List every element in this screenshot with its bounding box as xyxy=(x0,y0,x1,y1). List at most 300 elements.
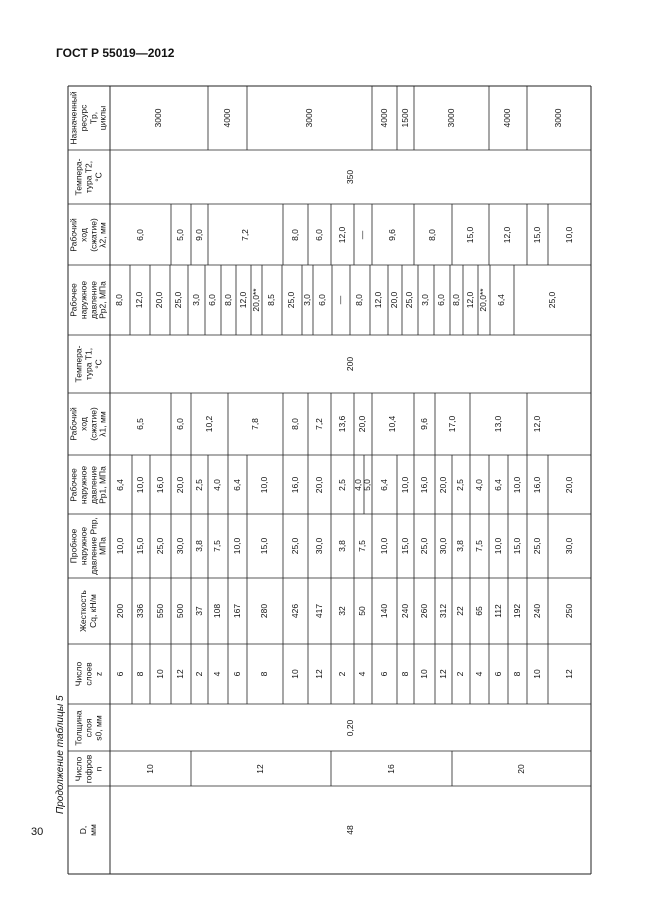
Cq-cell-text: 200 xyxy=(115,603,126,619)
Ppr-cell xyxy=(397,514,414,578)
Tp-cell-text: 3000 xyxy=(153,108,164,128)
Ppr-cell-text: 7,5 xyxy=(212,540,223,552)
Pr2-cell-text: 20,0 xyxy=(389,291,400,309)
Pr2-cell-text: 12,0 xyxy=(237,291,248,309)
z-cell xyxy=(110,644,132,704)
lambda2-cell xyxy=(354,204,372,265)
lambda1-cell xyxy=(283,393,308,455)
Cq-cell-text: 260 xyxy=(418,603,429,619)
header-Ppr-text: Пробное наружное давление Pпр, МПа xyxy=(68,517,108,575)
Ppr-cell xyxy=(354,514,372,578)
lambda1-cell-text: 6,5 xyxy=(134,418,145,430)
Ppr-cell-text: 25,0 xyxy=(289,537,300,555)
Pr2-cell xyxy=(251,265,262,335)
Pr2-cell xyxy=(150,265,170,335)
Pr1-cell xyxy=(527,455,548,514)
Cq-cell xyxy=(132,578,150,644)
lambda2-cell xyxy=(191,204,208,265)
Ppr-cell xyxy=(171,514,191,578)
Ppr-cell xyxy=(435,514,452,578)
Tp-cell xyxy=(414,86,489,150)
Ppr-cell-text: 10,0 xyxy=(115,537,126,555)
header-z xyxy=(68,644,110,704)
header-z-text: Число слоев z xyxy=(73,661,103,687)
n-cell xyxy=(331,751,452,786)
header-D-text: D, мм xyxy=(78,824,98,836)
z-cell-text: 10 xyxy=(418,669,429,679)
lambda1-cell xyxy=(110,393,171,455)
Pr1-cell-text: 10,0 xyxy=(399,476,410,493)
Pr2-cell xyxy=(170,265,188,335)
Cq-cell-text: 426 xyxy=(289,603,300,619)
Tp-cell-text: 3000 xyxy=(445,108,456,128)
Cq-cell-text: 140 xyxy=(378,603,389,619)
lambda2-cell-text: 9,6 xyxy=(387,228,398,241)
Pr1-cell-text: 16,0 xyxy=(418,476,429,493)
Pr2-cell-text: 25,0 xyxy=(173,291,184,309)
z-cell-text: 4 xyxy=(473,671,484,677)
Pr2-cell xyxy=(463,265,478,335)
Tp-cell-text: 3000 xyxy=(303,108,314,128)
Pr1-cell-text: 4,0 xyxy=(212,478,223,491)
Ppr-cell-text: 7,5 xyxy=(473,540,484,552)
Pr1-cell xyxy=(150,455,171,514)
header-s0 xyxy=(68,704,110,751)
Pr1-cell xyxy=(191,455,208,514)
Ppr-cell-text: 10,0 xyxy=(231,537,242,555)
Pr1-cell xyxy=(452,455,470,514)
Pr1-cell xyxy=(435,455,452,514)
Tp-cell-text: 3000 xyxy=(553,108,564,128)
lambda1-cell xyxy=(527,393,548,455)
z-cell xyxy=(452,644,470,704)
lambda1-cell xyxy=(171,393,191,455)
Pr1-cell xyxy=(508,455,527,514)
header-Ppr xyxy=(68,514,110,578)
Cq-cell-text: 192 xyxy=(511,603,522,619)
Pr2-cell-text: 20,0 xyxy=(154,291,165,309)
header-Cq-text: Жесткость Cq, кН/м xyxy=(78,590,98,632)
z-cell-text: 10 xyxy=(531,669,542,679)
header-Pr2 xyxy=(68,265,110,335)
lambda2-cell-text: — xyxy=(357,230,368,239)
z-cell xyxy=(372,644,397,704)
z-cell-text: 10 xyxy=(154,669,165,679)
header-n xyxy=(68,751,110,786)
Cq-cell xyxy=(208,578,228,644)
Cq-cell xyxy=(171,578,191,644)
z-cell xyxy=(171,644,191,704)
lambda2-cell xyxy=(372,204,414,265)
header-T2-text: Темпера- тура T2, °С xyxy=(73,158,103,196)
lambda1-cell-text: 6,0 xyxy=(175,418,186,430)
Pr1-cell-text: 4,0 xyxy=(473,478,484,491)
Ppr-cell-text: 25,0 xyxy=(154,537,165,555)
Pr1-cell-text: 4,0 xyxy=(353,478,364,491)
z-cell xyxy=(132,644,150,704)
Pr2-cell xyxy=(388,265,402,335)
Pr1-cell xyxy=(364,455,372,514)
Cq-cell-text: 312 xyxy=(437,603,448,619)
Cq-cell xyxy=(452,578,470,644)
Cq-cell-text: 417 xyxy=(313,603,324,619)
Pr1-cell-text: 16,0 xyxy=(289,476,300,493)
z-cell xyxy=(548,644,591,704)
Pr2-cell xyxy=(514,265,591,335)
z-cell xyxy=(508,644,527,704)
header-lambda2-text: Рабочий ход (сжатие) λ2, мм xyxy=(68,217,108,252)
page-number: 30 xyxy=(31,826,44,838)
Pr2-cell-text: 12,0 xyxy=(464,291,475,309)
Pr2-cell-text: 25,0 xyxy=(546,291,557,309)
lambda2-cell-text: 8,0 xyxy=(427,228,438,241)
Cq-cell xyxy=(414,578,435,644)
Cq-cell xyxy=(228,578,247,644)
Pr2-cell-text: — xyxy=(335,295,346,305)
z-cell xyxy=(489,644,508,704)
Pr2-cell xyxy=(370,265,388,335)
page-header: ГОСТ Р 55019—2012 xyxy=(56,46,175,60)
n-cell xyxy=(110,751,191,786)
lambda1-cell-text: 13,0 xyxy=(492,415,503,433)
Pr2-cell-text: 20,0** xyxy=(478,288,489,312)
Pr1-cell-text: 5,0 xyxy=(362,478,373,491)
Ppr-cell-text: 15,0 xyxy=(259,537,270,555)
header-Pr1 xyxy=(68,455,110,514)
lambda1-cell xyxy=(228,393,283,455)
Cq-cell xyxy=(150,578,171,644)
s0-cell xyxy=(110,704,591,751)
Ppr-cell xyxy=(452,514,470,578)
Pr2-cell-text: 6,4 xyxy=(496,294,507,306)
Cq-cell-text: 32 xyxy=(336,606,347,616)
lambda1-cell xyxy=(191,393,228,455)
lambda1-cell-text: 20,0 xyxy=(357,415,368,433)
Ppr-cell-text: 7,5 xyxy=(357,540,368,552)
Pr1-cell xyxy=(331,455,354,514)
Ppr-cell-text: 10,0 xyxy=(492,537,503,555)
Ppr-cell xyxy=(308,514,331,578)
Pr1-cell-text: 16,0 xyxy=(154,476,165,493)
z-cell-text: 12 xyxy=(437,669,448,679)
Pr2-cell-text: 8,0 xyxy=(354,294,365,306)
Pr1-cell xyxy=(132,455,150,514)
z-cell xyxy=(354,644,372,704)
s0-cell-text: 0,20 xyxy=(344,719,355,736)
Pr1-cell xyxy=(283,455,308,514)
Ppr-cell-text: 3,8 xyxy=(455,540,466,552)
z-cell-text: 12 xyxy=(563,669,574,679)
Pr1-cell xyxy=(228,455,247,514)
lambda1-cell-text: 7,2 xyxy=(313,418,324,430)
Tp-cell xyxy=(397,86,414,150)
lambda2-cell-text: 12,0 xyxy=(502,226,513,243)
lambda2-cell-text: 6,0 xyxy=(313,228,324,241)
lambda1-cell-text: 9,6 xyxy=(418,418,429,430)
Pr2-cell-text: 8,0 xyxy=(222,294,233,306)
header-s0-text: Толщина слоя s0, мм xyxy=(73,709,103,746)
header-T1 xyxy=(68,335,110,393)
Pr1-cell-text: 2,5 xyxy=(455,478,466,491)
z-cell xyxy=(228,644,247,704)
lambda1-cell xyxy=(414,393,435,455)
Ppr-cell xyxy=(228,514,247,578)
Ppr-cell xyxy=(132,514,150,578)
Cq-cell xyxy=(372,578,397,644)
header-Pr2-text: Рабочее наружное давление Pр2, МПа xyxy=(68,280,108,320)
header-Pr1-text: Рабочее наружное давление Pр1, МПа xyxy=(68,465,108,504)
Pr1-cell xyxy=(171,455,191,514)
Pr2-cell xyxy=(450,265,463,335)
Ppr-cell xyxy=(331,514,354,578)
lambda2-cell xyxy=(308,204,331,265)
Pr2-cell xyxy=(313,265,332,335)
header-lambda2 xyxy=(68,204,110,265)
z-cell-text: 4 xyxy=(357,671,368,677)
n-cell-text: 10 xyxy=(144,763,155,774)
lambda2-cell xyxy=(283,204,308,265)
lambda1-cell-text: 13,6 xyxy=(336,415,347,433)
z-cell-text: 8 xyxy=(135,671,146,677)
z-cell xyxy=(397,644,414,704)
Ppr-cell xyxy=(527,514,548,578)
Pr2-cell xyxy=(402,265,418,335)
Pr2-cell-text: 6,0 xyxy=(436,294,447,306)
Ppr-cell-text: 25,0 xyxy=(418,537,429,555)
Pr2-cell-text: 6,0 xyxy=(207,294,218,306)
Tp-cell xyxy=(489,86,527,150)
Cq-cell xyxy=(470,578,489,644)
Pr1-cell-text: 2,5 xyxy=(193,478,204,491)
Ppr-cell xyxy=(283,514,308,578)
Ppr-cell-text: 3,8 xyxy=(193,540,204,552)
Cq-cell xyxy=(548,578,591,644)
z-cell xyxy=(331,644,354,704)
header-lambda1 xyxy=(68,393,110,455)
lambda1-cell-text: 12,0 xyxy=(531,415,542,433)
lambda2-cell xyxy=(414,204,452,265)
z-cell-text: 6 xyxy=(378,671,389,677)
Cq-cell xyxy=(508,578,527,644)
Pr1-cell-text: 10,0 xyxy=(259,476,270,493)
Pr2-cell xyxy=(188,265,205,335)
z-cell xyxy=(414,644,435,704)
Pr1-cell-text: 10,0 xyxy=(511,476,522,493)
Pr1-cell xyxy=(372,455,397,514)
Pr1-cell xyxy=(414,455,435,514)
Cq-cell-text: 65 xyxy=(473,606,484,616)
header-T1-text: Темпера- тура T1, °С xyxy=(73,345,103,383)
T2-cell xyxy=(110,150,591,204)
z-cell-text: 4 xyxy=(212,671,223,677)
Pr1-cell xyxy=(489,455,508,514)
Cq-cell-text: 22 xyxy=(455,606,466,616)
Pr2-cell-text: 8,5 xyxy=(266,294,277,306)
Cq-cell-text: 280 xyxy=(259,603,270,619)
Pr2-cell xyxy=(490,265,514,335)
Pr1-cell xyxy=(548,455,591,514)
Pr1-cell xyxy=(247,455,283,514)
lambda2-cell xyxy=(527,204,548,265)
Pr2-cell xyxy=(221,265,236,335)
z-cell-text: 12 xyxy=(313,669,324,679)
lambda1-cell xyxy=(435,393,470,455)
lambda1-cell xyxy=(470,393,527,455)
Ppr-cell-text: 10,0 xyxy=(378,537,389,555)
Tp-cell xyxy=(527,86,591,150)
Ppr-cell-text: 25,0 xyxy=(531,537,542,555)
Ppr-cell xyxy=(372,514,397,578)
table-caption: Продолжение таблицы 5 xyxy=(55,695,66,814)
Pr1-cell xyxy=(308,455,331,514)
Ppr-cell-text: 15,0 xyxy=(511,537,522,555)
header-D xyxy=(68,786,110,874)
lambda1-cell xyxy=(372,393,414,455)
Cq-cell-text: 50 xyxy=(357,606,368,616)
Pr2-cell xyxy=(282,265,302,335)
lambda2-cell-text: 6,0 xyxy=(134,228,145,241)
lambda2-cell-text: 15,0 xyxy=(531,226,542,243)
Pr2-cell-text: 3,0 xyxy=(190,294,201,306)
z-cell-text: 6 xyxy=(492,671,503,677)
lambda1-cell-text: 17,0 xyxy=(446,415,457,433)
header-Tp xyxy=(68,86,110,150)
D-cell xyxy=(110,786,591,874)
z-cell-text: 6 xyxy=(115,671,126,677)
Cq-cell-text: 37 xyxy=(193,606,204,616)
Pr1-cell-text: 20,0 xyxy=(563,476,574,493)
Pr2-cell xyxy=(262,265,282,335)
Pr1-cell-text: 2,5 xyxy=(336,478,347,491)
n-cell xyxy=(452,751,591,786)
n-cell-text: 12 xyxy=(255,763,266,774)
z-cell-text: 2 xyxy=(455,671,466,677)
lambda2-cell xyxy=(452,204,489,265)
Ppr-cell-text: 30,0 xyxy=(313,537,324,555)
Pr2-cell-text: 3,0 xyxy=(301,294,312,306)
lambda2-cell xyxy=(171,204,191,265)
z-cell-text: 2 xyxy=(193,671,204,677)
Ppr-cell-text: 15,0 xyxy=(399,537,410,555)
Pr2-cell-text: 25,0 xyxy=(404,291,415,309)
header-lambda1-text: Рабочий ход (сжатие) λ1, мм xyxy=(68,407,108,441)
lambda2-cell xyxy=(110,204,171,265)
z-cell xyxy=(470,644,489,704)
Pr2-cell xyxy=(332,265,350,335)
z-cell xyxy=(435,644,452,704)
Pr2-cell-text: 25,0 xyxy=(286,291,297,309)
Ppr-cell xyxy=(548,514,591,578)
Cq-cell xyxy=(331,578,354,644)
Cq-cell-text: 108 xyxy=(212,603,223,619)
lambda2-cell-text: 15,0 xyxy=(464,226,475,243)
Ppr-cell xyxy=(247,514,283,578)
Cq-cell xyxy=(283,578,308,644)
Cq-cell-text: 240 xyxy=(399,603,410,619)
lambda2-cell-text: 8,0 xyxy=(289,228,300,241)
Cq-cell-text: 550 xyxy=(154,603,165,619)
Tp-cell-text: 4000 xyxy=(221,108,232,128)
header-Tp-text: Назначенный ресурс Tр, циклы xyxy=(68,91,108,145)
lambda2-cell xyxy=(331,204,354,265)
Pr2-cell xyxy=(478,265,490,335)
Tp-cell xyxy=(208,86,247,150)
Cq-cell xyxy=(110,578,132,644)
Pr1-cell-text: 10,0 xyxy=(135,476,146,493)
Pr1-cell-text: 20,0 xyxy=(313,476,324,493)
n-cell xyxy=(191,751,331,786)
lambda1-cell-text: 10,2 xyxy=(203,415,214,433)
z-cell-text: 6 xyxy=(231,671,242,677)
z-cell xyxy=(150,644,171,704)
Cq-cell xyxy=(527,578,548,644)
Pr2-cell xyxy=(418,265,434,335)
T1-cell xyxy=(110,335,591,393)
z-cell-text: 8 xyxy=(399,671,410,677)
Pr1-cell xyxy=(397,455,414,514)
Ppr-cell xyxy=(150,514,171,578)
Pr1-cell-text: 6,4 xyxy=(115,478,126,491)
Pr2-cell-text: 8,0 xyxy=(114,294,125,306)
Cq-cell xyxy=(308,578,331,644)
z-cell-text: 2 xyxy=(336,671,347,677)
Pr1-cell-text: 6,4 xyxy=(492,478,503,491)
lambda1-cell-text: 10,4 xyxy=(387,415,398,433)
n-cell-text: 20 xyxy=(515,763,526,774)
Cq-cell-text: 500 xyxy=(175,603,186,619)
T2-cell-text: 350 xyxy=(344,169,355,185)
lambda1-cell xyxy=(354,393,372,455)
D-cell-text: 48 xyxy=(344,825,355,835)
Ppr-cell xyxy=(414,514,435,578)
Ppr-cell-text: 30,0 xyxy=(563,537,574,555)
Cq-cell xyxy=(435,578,452,644)
lambda2-cell-text: 7,2 xyxy=(239,228,250,241)
lambda2-cell xyxy=(548,204,591,265)
Pr1-cell xyxy=(110,455,132,514)
Pr1-cell xyxy=(208,455,228,514)
Pr2-cell xyxy=(110,265,130,335)
Cq-cell xyxy=(397,578,414,644)
lambda2-cell-text: 12,0 xyxy=(336,226,347,243)
lambda2-cell-text: 5,0 xyxy=(175,228,186,241)
lambda2-cell-text: 9,0 xyxy=(193,228,204,241)
lambda1-cell-text: 8,0 xyxy=(289,418,300,430)
Tp-cell xyxy=(110,86,208,150)
Pr2-cell-text: 12,0 xyxy=(134,291,145,309)
Ppr-cell-text: 3,8 xyxy=(336,540,347,552)
Tp-cell xyxy=(247,86,372,150)
Pr2-cell xyxy=(302,265,313,335)
Cq-cell xyxy=(489,578,508,644)
Cq-cell xyxy=(354,578,372,644)
Tp-cell-text: 4000 xyxy=(378,108,389,128)
z-cell xyxy=(191,644,208,704)
header-T2 xyxy=(68,150,110,204)
Cq-cell xyxy=(191,578,208,644)
Ppr-cell xyxy=(191,514,208,578)
z-cell xyxy=(308,644,331,704)
Pr2-cell xyxy=(205,265,221,335)
Ppr-cell xyxy=(508,514,527,578)
lambda1-cell xyxy=(331,393,354,455)
Cq-cell-text: 240 xyxy=(531,603,542,619)
Ppr-cell-text: 30,0 xyxy=(175,537,186,555)
Pr2-cell-text: 20,0** xyxy=(250,288,261,312)
Pr2-cell xyxy=(130,265,150,335)
n-cell-text: 16 xyxy=(385,763,396,774)
z-cell-text: 8 xyxy=(511,671,522,677)
